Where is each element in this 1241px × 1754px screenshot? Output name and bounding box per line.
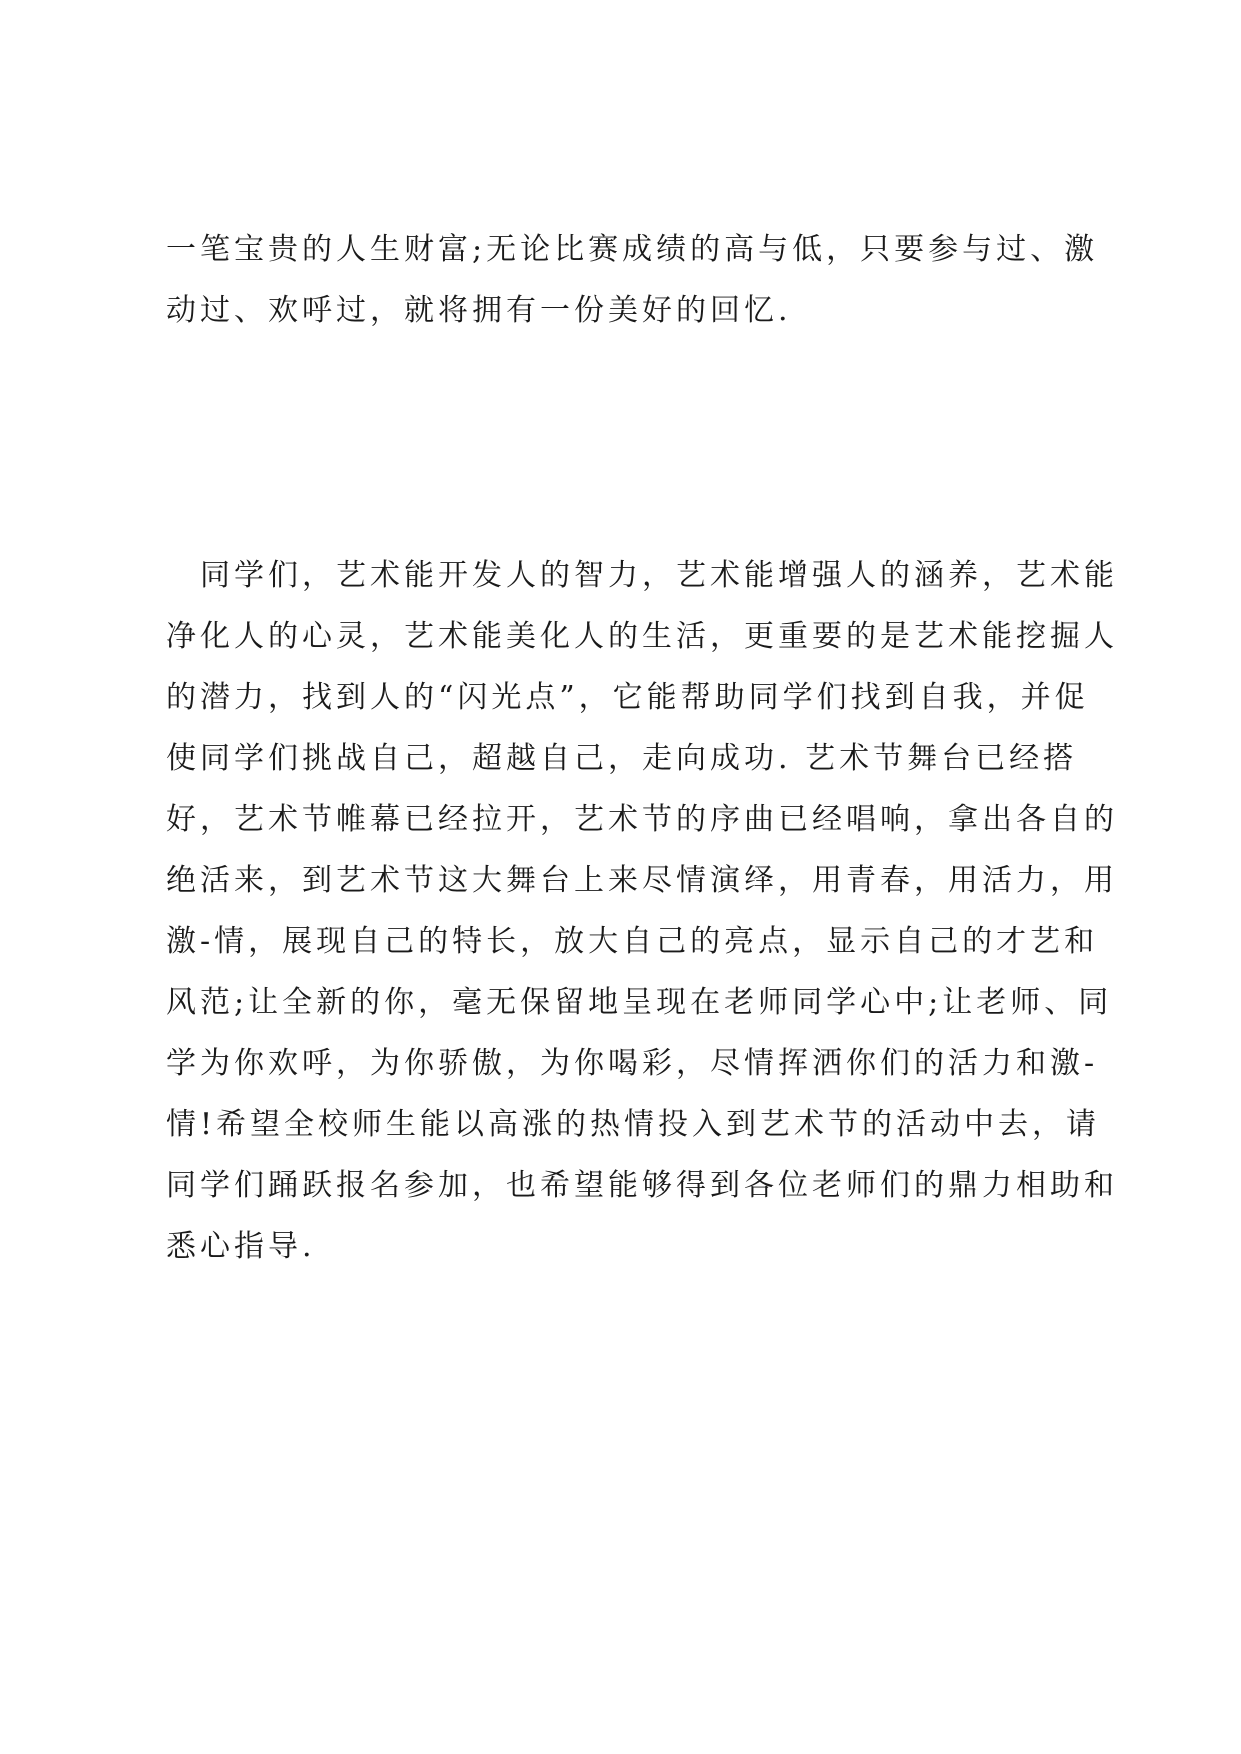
text-line: 净化人的心灵，艺术能美化人的生活，更重要的是艺术能挖掘人 bbox=[166, 619, 1118, 654]
paragraph-art-festival bbox=[166, 545, 1118, 1277]
text-line: 学为你欢呼，为你骄傲，为你喝彩，尽情挥洒你们的活力和激- bbox=[166, 1046, 1099, 1081]
text-line: 同学们踊跃报名参加，也希望能够得到各位老师们的鼎力相助和 bbox=[166, 1168, 1118, 1203]
text-line: 激-情，展现自己的特长，放大自己的亮点，显示自己的才艺和 bbox=[166, 924, 1099, 959]
text-line: 悉心指导. bbox=[166, 1229, 316, 1264]
text-line: 风范;让全新的你，毫无保留地呈现在老师同学心中;让老师、同 bbox=[166, 985, 1113, 1020]
text-line: 一笔宝贵的人生财富;无论比赛成绩的高与低，只要参与过、激 bbox=[166, 232, 1099, 267]
text-line: 的潜力，找到人的“闪光点”，它能帮助同学们找到自我，并促 bbox=[166, 680, 1089, 715]
text-line: 使同学们挑战自己，超越自己，走向成功. 艺术节舞台已经搭 bbox=[166, 741, 1078, 776]
text-line: 绝活来，到艺术节这大舞台上来尽情演绎，用青春，用活力，用 bbox=[166, 863, 1118, 898]
text-line: 动过、欢呼过，就将拥有一份美好的回忆. bbox=[166, 293, 792, 328]
text-line: 情!希望全校师生能以高涨的热情投入到艺术节的活动中去，请 bbox=[166, 1107, 1101, 1142]
paragraph-continuation bbox=[166, 219, 1099, 341]
text-line: 同学们，艺术能开发人的智力，艺术能增强人的涵养，艺术能 bbox=[166, 558, 1118, 593]
text-line: 好，艺术节帷幕已经拉开，艺术节的序曲已经唱响，拿出各自的 bbox=[166, 802, 1118, 837]
